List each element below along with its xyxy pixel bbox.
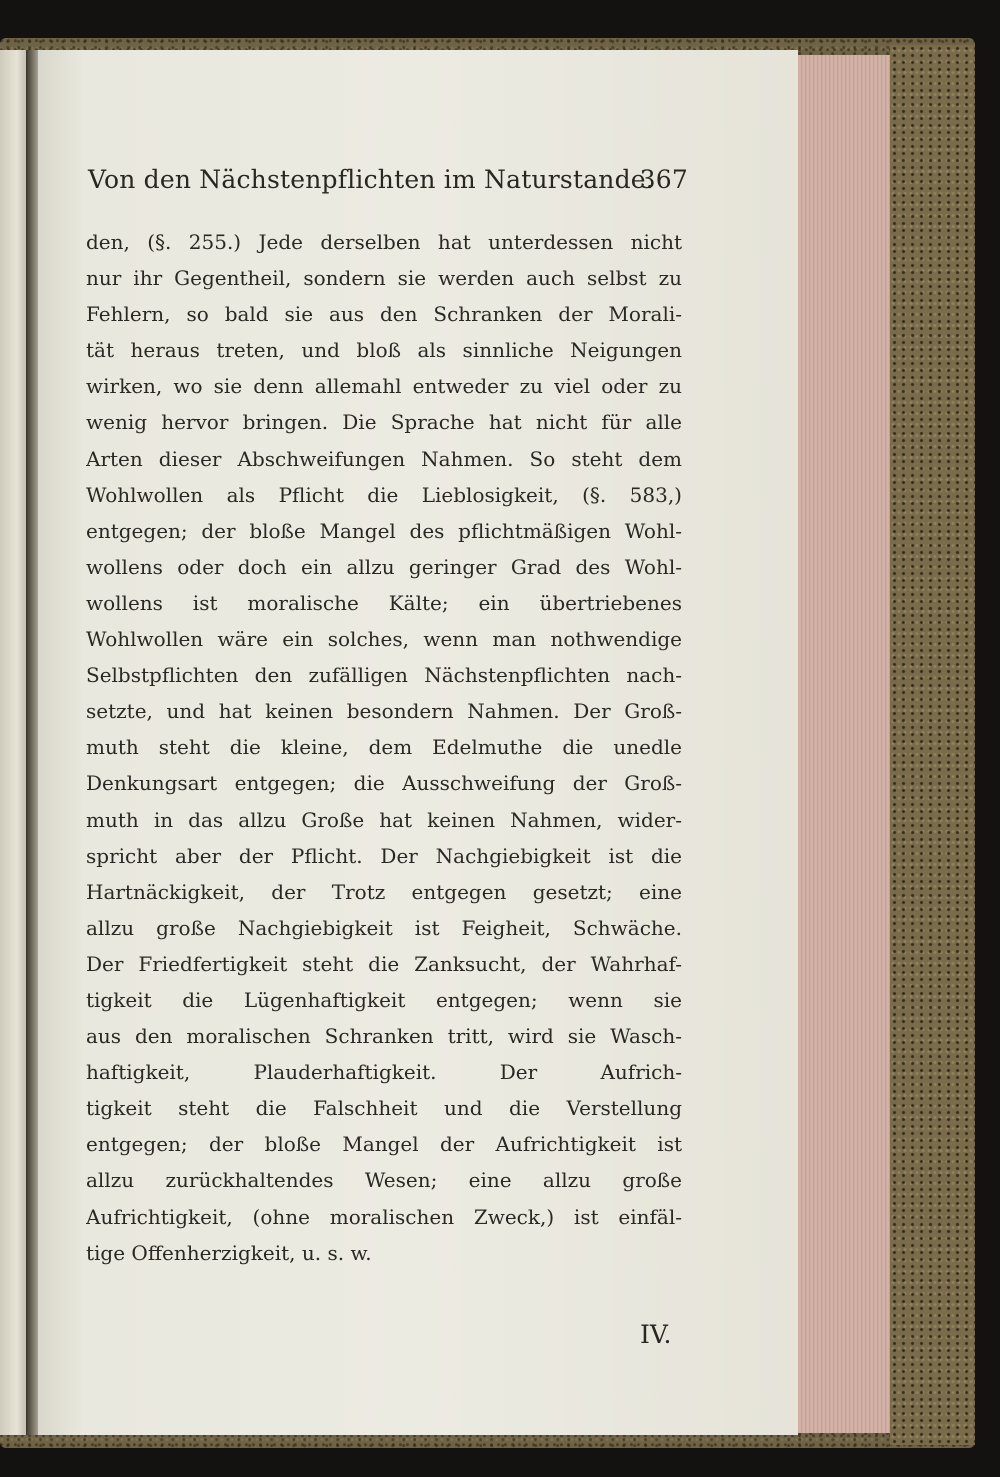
text-line: allzu große Nachgiebigkeit ist Feigheit, Schwäche.	[86, 915, 682, 940]
text-line: Selbstpflichten den zufälligen Nächstenpflichten nach-	[86, 663, 682, 688]
text-line: Aufrichtigkeit, (ohne moralischen Zweck,) ist einfäl-	[86, 1204, 682, 1229]
text-line: wollens oder doch ein allzu geringer Grad des Wohl-	[86, 554, 682, 579]
text-line: muth in das allzu Große hat keinen Nahmen, wider-	[86, 807, 682, 832]
text-line: entgegen; der bloße Mangel der Aufrichtigkeit ist	[86, 1132, 682, 1157]
text-line: setzte, und hat keinen besondern Nahmen. Der Groß-	[86, 699, 682, 724]
text-line: spricht aber der Pflicht. Der Nachgiebigkeit ist die	[86, 843, 682, 868]
text-line: Fehlern, so bald sie aus den Schranken der Morali-	[86, 302, 682, 327]
catchword: IV.	[640, 1320, 672, 1349]
body-text	[86, 224, 682, 1271]
text-line: tigkeit die Lügenhaftigkeit entgegen; wenn sie	[86, 987, 682, 1012]
text-line: wirken, wo sie denn allemahl entweder zu viel oder zu	[86, 374, 682, 399]
text-line: aus den moralischen Schranken tritt, wird sie Wasch-	[86, 1024, 682, 1049]
text-line: den, (§. 255.) Jede derselben hat unterdessen nicht	[86, 230, 682, 254]
text-line: wenig hervor bringen. Die Sprache hat nicht für alle	[86, 410, 682, 435]
text-line: tigkeit steht die Falschheit und die Verstellung	[86, 1096, 682, 1121]
text-line: tige Offenherzigkeit, u. s. w.	[86, 1240, 372, 1265]
text-line: wollens ist moralische Kälte; ein übertriebenes	[86, 590, 682, 615]
text-line: Hartnäckigkeit, der Trotz entgegen gesetzt; eine	[86, 879, 682, 904]
page-number: 367	[639, 165, 688, 194]
text-line: entgegen; der bloße Mangel des pflichtmäßigen Wohl-	[86, 518, 682, 543]
text-line: muth steht die kleine, dem Edelmuthe die unedle	[86, 735, 682, 760]
text-line: haftigkeit, Plauderhaftigkeit. Der Aufrich-	[86, 1060, 682, 1085]
text-line: tät heraus treten, und bloß als sinnliche Neigungen	[86, 338, 682, 363]
running-title: Von den Nächstenpflichten im Naturstande.	[88, 165, 654, 194]
cover-edge	[890, 45, 975, 1445]
text-line: Wohlwollen als Pflicht die Lieblosigkeit, (§. 583,)	[86, 482, 682, 507]
text-line: Denkungsart entgegen; die Ausschweifung der Groß-	[86, 771, 682, 796]
text-line: Der Friedfertigkeit steht die Zanksucht, der Wahrhaf-	[86, 951, 682, 976]
text-line: Wohlwollen wäre ein solches, wenn man nothwendige	[86, 627, 682, 652]
text-line: allzu zurückhaltendes Wesen; eine allzu große	[86, 1168, 682, 1193]
left-page-edge	[0, 50, 28, 1435]
text-line: Arten dieser Abschweifungen Nahmen. So steht dem	[86, 446, 682, 471]
page-edges	[798, 55, 890, 1433]
text-line: nur ihr Gegentheil, sondern sie werden auch selbst zu	[86, 266, 682, 291]
